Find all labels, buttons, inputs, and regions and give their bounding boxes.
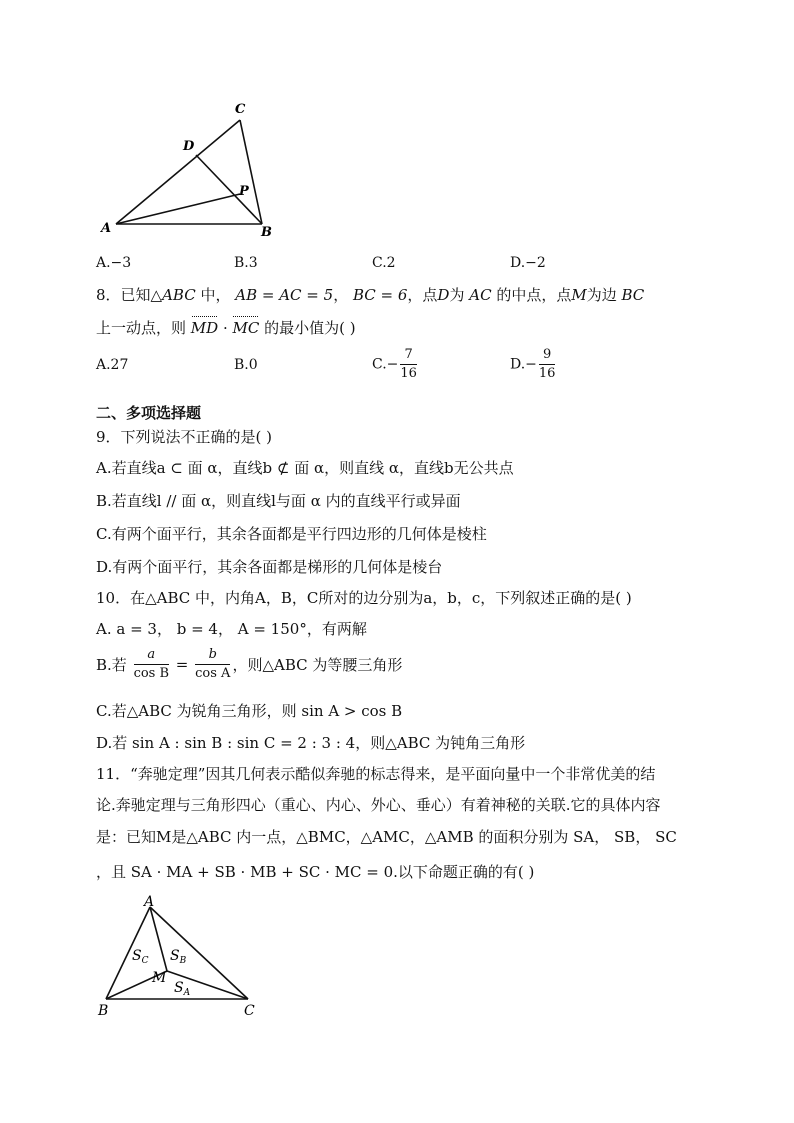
q9-option-b: B.若直线l // 面 α，则直线l与面 α 内的直线平行或异面	[96, 492, 461, 510]
area-label-SA: $S_A$	[174, 980, 191, 998]
q8-stem-line2	[96, 317, 356, 338]
q8-option-a: A.27	[96, 357, 129, 373]
q10-fraction-2	[195, 646, 230, 683]
q7-option-c: C.2	[372, 255, 396, 271]
point-label-M: M	[152, 970, 167, 986]
fraction-numerator: 7	[400, 346, 417, 365]
fraction-denominator: cos A	[195, 666, 231, 681]
q10-fraction-1	[134, 646, 169, 683]
q8-text: 中，	[195, 286, 236, 304]
q8-vector-mc: MC	[232, 319, 260, 337]
q7-option-d: D.−2	[510, 255, 546, 271]
fraction-numerator: 9	[539, 346, 556, 365]
q8-segment-bc: BC	[621, 286, 645, 304]
q8-equation-2: BC = 6	[352, 286, 408, 304]
q8-point-m: M	[571, 286, 587, 304]
q8-option-c-fraction	[400, 346, 417, 383]
q8-segment-ac: AC	[469, 286, 492, 304]
fraction-denominator: 16	[400, 366, 417, 381]
q11-line3: 是：已知M是△ABC 内一点，△BMC，△AMC，△AMB 的面积分别为 SA， SB， SC	[96, 828, 677, 846]
q8-vector-md: MD	[190, 319, 219, 337]
q8-text: 为边	[586, 286, 622, 304]
q10-option-b-suffix: ，则△ABC 为等腰三角形	[232, 656, 403, 674]
q8-triangle: ABC	[162, 286, 196, 304]
q8-dot: ·	[218, 319, 233, 337]
q11-line4: ，且 SA · MA + SB · MB + SC · MC = 0.以下命题正确的有( )	[96, 863, 535, 881]
vertex-label-B: B	[98, 1003, 109, 1019]
equals-sign: =	[171, 655, 194, 674]
q8-point-d: D	[437, 286, 450, 304]
section-heading: 二、多项选择题	[96, 404, 202, 422]
q10-option-a: A. a = 3， b = 4， A = 150°，有两解	[96, 620, 367, 638]
fraction-denominator: cos B	[133, 666, 170, 681]
q8-text: 为	[449, 286, 470, 304]
q8-option-b: B.0	[234, 357, 258, 373]
triangle-figure-1	[96, 98, 286, 240]
vertex-label-C: C	[235, 102, 246, 117]
q10-option-d: D.若 sin A : sin B : sin C = 2 : 3 : 4，则△ABC 为钝角三角形	[96, 734, 526, 752]
q11-line2: 论.奔驰定理与三角形四心（重心、内心、外心、垂心）有着神秘的关联.它的具体内容	[96, 796, 661, 814]
q8-text: 8．已知△	[96, 286, 163, 304]
vertex-label-P: P	[239, 184, 249, 199]
q10-option-b	[96, 646, 402, 683]
q8-text: 上一动点，则	[96, 319, 191, 337]
q9-option-c: C.有两个面平行，其余各面都是平行四边形的几何体是棱柱	[96, 525, 487, 543]
vertex-label-B: B	[261, 225, 272, 240]
fraction-denominator: 16	[538, 366, 556, 381]
vertex-label-A: A	[144, 894, 155, 910]
q8-option-d	[510, 346, 557, 383]
vertex-label-A: A	[101, 221, 112, 236]
q10-option-c: C.若△ABC 为锐角三角形，则 sin A > cos B	[96, 702, 403, 720]
q8-option-c-prefix: C.−	[372, 356, 399, 373]
vertex-label-D: D	[183, 139, 195, 154]
q8-text: ，	[333, 286, 353, 304]
q11-line1: 11．“奔驰定理”因其几何表示酷似奔驰的标志得来，是平面向量中一个非常优美的结	[96, 765, 656, 783]
q9-stem: 9．下列说法不正确的是( )	[96, 428, 273, 446]
q10-option-b-prefix: B.若	[96, 656, 132, 674]
benz-triangle-figure	[92, 893, 272, 1023]
q7-option-b: B.3	[234, 255, 258, 271]
q8-equation-1: AB = AC = 5	[235, 286, 334, 304]
q7-option-a: A.−3	[96, 255, 132, 271]
q8-stem-line1	[96, 284, 644, 305]
q8-option-c	[372, 346, 419, 383]
q10-stem: 10．在△ABC 中，内角A，B，C所对的边分别为a，b，c，下列叙述正确的是( )	[96, 589, 632, 607]
q9-option-d: D.有两个面平行，其余各面都是梯形的几何体是棱台	[96, 558, 443, 576]
q8-option-d-fraction	[539, 346, 556, 383]
q8-option-d-prefix: D.−	[510, 356, 537, 373]
q8-text: ，点	[407, 286, 438, 304]
fraction-numerator: b	[195, 646, 230, 665]
q8-text: 的最小值为( )	[259, 319, 356, 337]
q8-text: 的中点，点	[491, 286, 572, 304]
fraction-numerator: a	[134, 646, 169, 665]
area-label-SC: $S_C$	[132, 948, 149, 966]
vertex-label-C: C	[244, 1003, 255, 1019]
q9-option-a: A.若直线a ⊂ 面 α，直线b ⊄ 面 α，则直线 α，直线b无公共点	[96, 459, 514, 477]
area-label-SB: $S_B$	[170, 948, 187, 966]
